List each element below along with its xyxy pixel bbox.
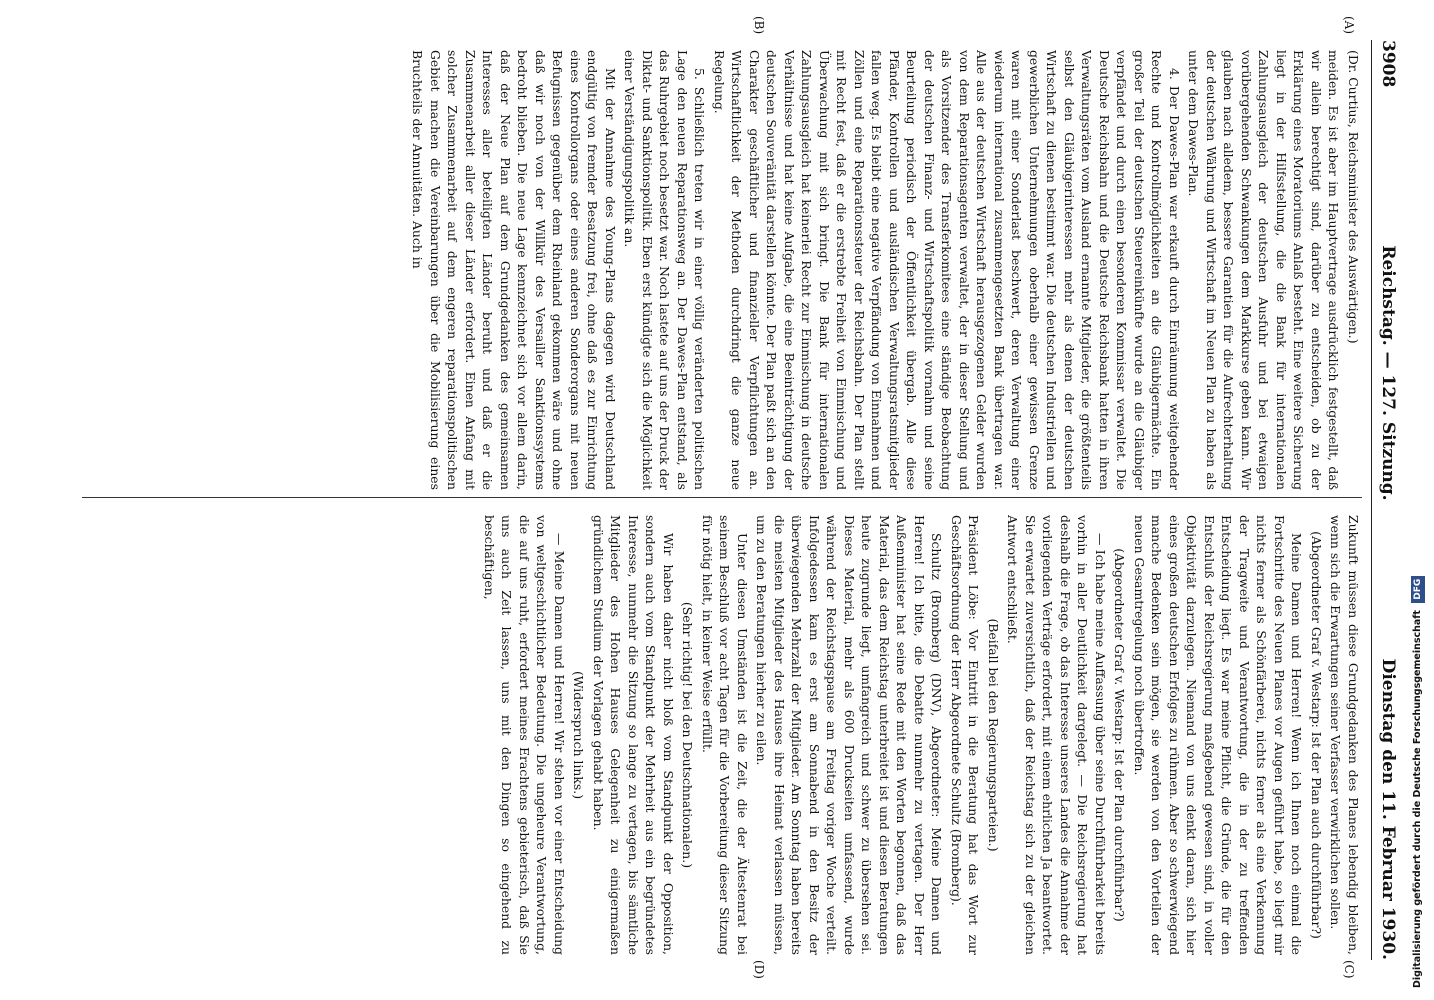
paragraph: Schultz (Bromberg) (DNV), Abgeordneter: Meine Damen und Herren! Ich bitte, die Debatte nunmehr zu vertagen. Der Herr Außenminister hat seine Rede mit den Worten begonnen, daß das Material, das dem Reichstag unterbreitet ist und diesen Beratungen heute zugrunde liegt, umfangreich und schwer zu übersehen sei. Dieses Material, mehr als 600 Druckseiten umfassend, wurde während der Reichstagspause am Freitag voriger Woche verteilt. Infolgedessen kam es erst am Sonnabend in den Besitz der überwiegenden Mehrzahl der Mitglieder. Am Sonntag haben bereits die meisten Mitglieder des Hauses ihre Heimat verlassen müssen, um zu den Beratungen hierher zu eilen.: [754, 515, 945, 955]
page-content: [66, 10, 1406, 990]
page-header: [1371, 40, 1398, 960]
dfg-logo: DFG: [1411, 576, 1425, 603]
rotated-page: [66, 10, 1406, 990]
paragraph: (Widerspruch links.): [571, 670, 587, 800]
margin-mark-d: (D): [752, 960, 766, 979]
paragraph: Mit der Annahme des Young-Plans dagegen wird Deutschland endgültig von fremder Besatzung frei, ohne daß es zur Einrichtung eines Kontrollorgans oder eines anderen Sonderorgans mit neuen Befugnissen gegenüber dem Rheinland gekommen wäre und ohne daß wir noch von der Willkür des Versailler Sanktionssystems bedroht blieben. Die neue Lage kennzeichnet sich vor allem darin, daß der Neue Plan auf dem Grundgedanken des gemeinsamen Interesses aller beteiligten Länder beruht und daß er die Zusammenarbeit aller dieser Länder erfordert. Einen Anfang mit solcher Zusammenarbeit auf dem engeren reparationspolitischen Gebiet machen die Vereinbarungen über die Mobilisierung eines Bruchteils der Annuitäten. Auch in: [410, 50, 618, 490]
margin-mark-c: (C): [1342, 960, 1356, 979]
paragraph: (Dr. Curtius, Reichsminister des Auswärtigen.): [1346, 50, 1361, 344]
paragraph: — Ich habe meine Auffassung über seine Durchführbarkeit bereits vorhin in aller Deutlichkeit dargelegt. — Die Reichsregierung hat deshalb die Frage, ob das Interesse unseres Landes die Annahme der vorliegenden Verträge erfordert, mit einem ehrlichen Ja beantwortet. Sie erwartet zuversichtlich, daß der Reichstag sich zu der gleichen Antwort entschließt.: [1005, 515, 1108, 955]
paragraph: (Beifall bei den Regierungsparteien.): [986, 618, 1001, 852]
credit-text: Digitalisierung gefördert durch die Deutsche Forschungsgemeinschaft: [1412, 610, 1423, 988]
left-column: [82, 50, 1362, 490]
paragraph: (Sehr richtig! bei den Deutschnationalen.): [680, 601, 696, 869]
paragraph: (Abgeordneter Graf v. Westarp: Ist der Plan auch durchführbar?): [1309, 531, 1324, 939]
paragraph: — Meine Damen und Herren! Wir stehen vor einer Entscheidung von weltgeschichtlicher Bedeutung. Die ungeheure Verantwortung, die auf uns ruht, erfordert meines Erachtens gebieterisch, daß Sie uns auch Zeit lassen, uns mit den Dingen so eingehend zu beschäftigen,: [482, 515, 567, 955]
header-left: Reichstag. — 127. Sitzung.: [1378, 245, 1398, 501]
digitization-credit: [1406, 8, 1430, 988]
header-right: Dienstag den 11. Februar 1930.: [1378, 658, 1398, 960]
paragraph: Präsident Löbe: Vor Eintritt in die Beratung hat das Wort zur Geschäftsordnung der Herr Abgeordnete Schultz (Bromberg).: [949, 515, 982, 955]
paragraph: (Abgeordneter Graf v. Westarp: Ist der Plan durchführbar?): [1112, 548, 1128, 922]
paragraph: 5. Schließlich treten wir in einer völlig veränderten politischen Lage den neuen Reparationsweg an. Der Dawes-Plan entstand, als das Ruhrgebiet noch besetzt war. Noch lastete auf uns der Druck der Diktat- und Sanktionspolitik. Eben erst kündigte sich die Möglichkeit einer Verständigungspolitik an.: [622, 50, 708, 490]
column-divider: [82, 497, 1362, 498]
margin-mark-a: (A): [1342, 16, 1356, 35]
paragraph: Meine Damen und Herren! Wenn ich Ihnen noch einmal die Fortschritte des Neuen Planes vor Augen geführt habe, so liegt mir nichts ferner als Schönfärberei, nichts ferner als eine Verkennung der Tragweite und Verantwortung, die in der zu treffenden Entscheidung liegt. Es war meine Pflicht, die Gründe, die für den Entschluß der Reichsregierung maßgebend gewesen sind, in voller Objektivität darzulegen. Niemand von uns denkt daran, sich hier eines großen deutschen Erfolges zu rühmen. Aber so schwerwiegend manche Bedenken sein mögen, sie werden von den Vorteilen der neuen Gesamtregelung noch übertroffen.: [1132, 515, 1305, 955]
paragraph: Zukunft müssen diese Grundgedanken des Planes lebendig bleiben, wenn sich die Erwartungen seiner Verfasser verwirklichen sollen.: [1328, 515, 1361, 955]
right-column: [82, 515, 1362, 955]
paragraph: Unter diesen Umständen ist die Zeit, die der Ältestenrat bei seinem Beschluß vor acht Tagen für die Vorbereitung dieser Sitzung für nötig hielt, in keiner Weise erfüllt.: [700, 515, 750, 955]
page-number: 3908: [1378, 40, 1398, 88]
paragraph: meiden. Es ist aber im Hauptvertrage ausdrücklich festgestellt, daß wir allein berechtigt sind, darüber zu entscheiden, ob zu der Erklärung eines Moratoriums Anlaß besteht. Eine weitere Sicherung liegt in der Hilfsstellung, die die Bank für internationalen Zahlungsausgleich der deutschen Ausfuhr und bei etwaigen vorübergehenden Schwankungen dem Markkurse geben kann. Wir glauben nach alledem, bessere Garantien für die Aufrechterhaltung der deutschen Währung und Wirtschaft im Neuen Plan zu haben als unter dem Dawes-Plan.: [1186, 50, 1342, 490]
margin-mark-b: (B): [752, 16, 766, 35]
paragraph: 4. Der Dawes-Plan war erkauft durch Einräumung weitgehender Rechte und Kontrollmöglichkeiten an die Gläubigermächte. Ein großer Teil der deutschen Steuereinkünfte wurde an die Gläubiger verpfändet und durch einen besonderen Kommissar verwaltet. Die Deutsche Reichsbahn und die Deutsche Reichsbank hatten in ihren Verwaltungsräten vom Ausland ernannte Mitglieder, die größtenteils selbst den Gläubigerinteressen mehr als denen der deutschen Wirtschaft zu dienen bestimmt war. Die deutschen Industriellen und gewerblichen Unternehmungen oberhalb einer gewissen Grenze waren mit einer Sonderlast beschwert, deren Verwaltung einer wiederum international zusammengesetzten Bank übertragen war. Alle aus der deutschen Wirtschaft herausgezogenen Gelder wurden von dem Reparationsagenten verwaltet, der in dieser Stellung und als Vorsitzender des Transferkomitees eine ständige Beobachtung der deutschen Finanz- und Wirtschaftspolitik vornahm und seine Beurteilung periodisch der Öffentlichkeit übergab. Alle diese Pfänder, Kontrollen und ausländischen Verwaltungsratsmitglieder fallen weg. Es bleibt eine negative Verpfändung von Einnahmen und Zöllen und eine Reparationssteuer der Reichsbahn. Der Plan stellt mit Recht fest, daß er die erstrebte Freiheit von Einmischung und Überwachung mit sich bringt. Die Bank für internationalen Zahlungsausgleich hat keinerlei Recht zur Einmischung in deutsche Verhältnisse und hat keine Aufgabe, die eine Beeinträchtigung der deutschen Souveränität darstellen könnte. Der Plan paßt sich an den Charakter geschäftlicher und finanzieller Verpflichtungen an. Wirtschaftlichkeit der Methoden durchdringt die ganze neue Regelung.: [712, 50, 1182, 490]
paragraph: Wir haben daher nicht bloß vom Standpunkt der Opposition, sondern auch vom Standpunkt der Mehrheit aus ein begründetes Interesse, nunmehr die Sitzung so lange zu vertagen, bis sämtliche Mitglieder des Hohen Hauses Gelegenheit zu einigermaßen gründlichem Studium der Vorlagen gehabt haben.: [591, 515, 676, 955]
